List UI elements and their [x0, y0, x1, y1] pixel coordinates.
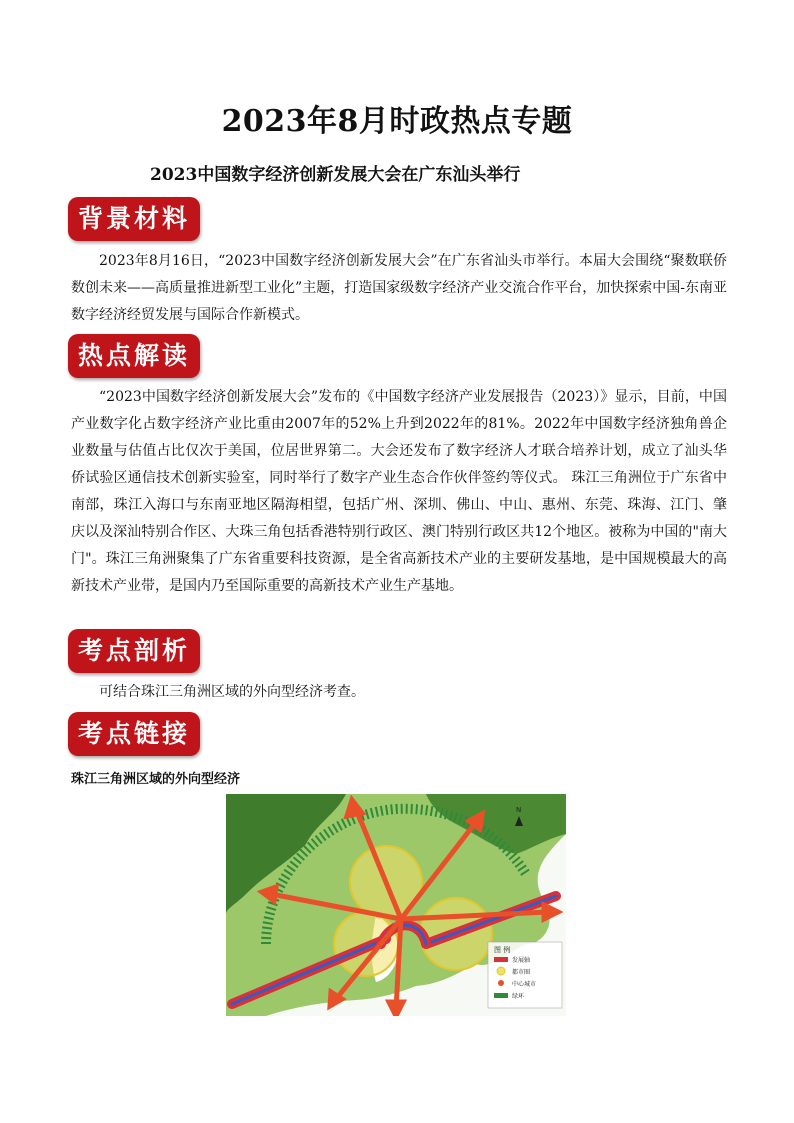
pearl-river-delta-map — [226, 794, 566, 1016]
legend-item-center: 中心城市 — [512, 981, 537, 988]
legend-item-metro: 都市圈 — [512, 969, 531, 976]
section-tag-analysis: 考点剖析 — [68, 629, 200, 673]
north-label: N — [516, 806, 522, 814]
interpretation-paragraph: “2023中国数字经济创新发展大会”发布的《中国数字经济产业发展报告（2023）》显示，目前，中国产业数字化占数字经济产业比重由2007年的52%上升到2022年的81%。2022年中国数字经济独角兽企业数量与估值占比仅次于美国，位居世界第二。大会还发布了数字经济人才联合培养计划，成立了汕头华侨试验区通信技术创新实验室，同时举行了数字产业生态合作伙伴签约等仪式。 珠江三角洲位于广东省中南部，珠江入海口与东南亚地区隔海相望，包括广州、深圳、佛山、中山、惠州、东莞、珠海、江门、肇庆以及深汕特别合作区、大珠三角包括香港特别行政区、澳门特别行政区共12个地区。被称为中国的"南大门"。珠江三角洲聚集了广东省重要科技资源，是全省高新技术产业的主要研发基地，是中国规模最大的高新技术产业带，是国内乃至国际重要的高新技术产业生产基地。 — [71, 389, 727, 594]
background-paragraph: 2023年8月16日，“2023中国数字经济创新发展大会”在广东省汕头市举行。本届大会围绕“聚数联侨数创未来——高质量推进新型工业化”主题，打造国家级数字经济产业交流合作平台，加快探索中国-东南亚数字经济经贸发展与国际合作新模式。 — [71, 253, 727, 323]
analysis-paragraph: 可结合珠江三角洲区域的外向型经济考查。 — [99, 684, 365, 700]
map-legend — [488, 942, 562, 1008]
figure-caption: 珠江三角洲区域的外向型经济 — [71, 772, 241, 787]
section-tag-link: 考点链接 — [68, 712, 200, 756]
legend-item-ring: 绿环 — [512, 993, 525, 1000]
page-title: 2023年8月时政热点专题 — [221, 104, 573, 139]
section-tag-interpretation: 热点解读 — [68, 334, 200, 378]
section-tag-background: 背景材料 — [68, 197, 200, 241]
legend-item-axis: 发展轴 — [512, 957, 531, 964]
legend-title: 图 例 — [494, 946, 511, 954]
page-subtitle: 2023中国数字经济创新发展大会在广东汕头举行 — [150, 165, 521, 185]
